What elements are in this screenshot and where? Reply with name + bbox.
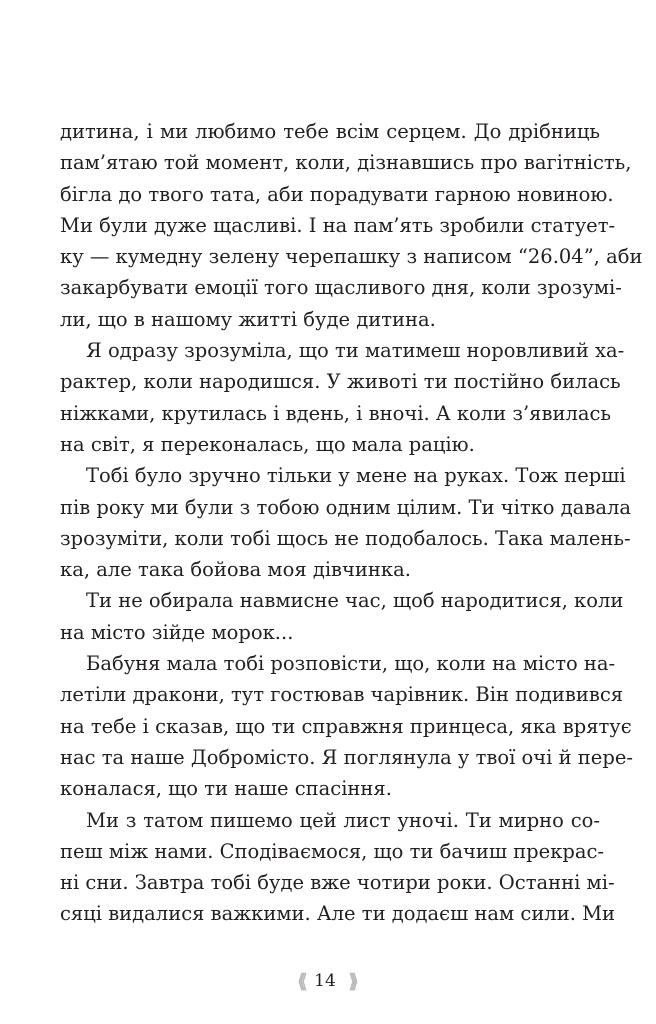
text-line: нас та наше Добромісто. Я поглянула у твої очі й пере- (60, 745, 633, 769)
text-line-paragraph-start: Тобі було зручно тільки у мене на руках. Тож перші (86, 464, 626, 488)
text-line-paragraph-end: на місто зійде морок... (60, 620, 294, 644)
text-line: летіли дракони, тут гостював чарівник. Він подивився (60, 683, 624, 707)
text-line: закарбувати емоції того щасливого дня, коли зрозумі- (60, 276, 622, 300)
text-line: сяці видалися важкими. Але ти додаєш нам сили. Ми (60, 902, 616, 926)
text-line-paragraph-start: Ти не обирала навмисне час, щоб народитися, коли (86, 589, 624, 613)
text-line: пів року ми були з тобою одним цілим. Ти чітко давала (60, 495, 631, 519)
left-chevrons-ornament-icon: ⟨⟨⟨ (296, 969, 303, 993)
text-line: пеш між нами. Сподіваємося, що ти бачиш прекрас- (60, 839, 605, 863)
text-line: бігла до твого тата, аби порадувати гарною новиною. (60, 182, 614, 206)
text-line: рактер, коли народишся. У животі ти постійно билась (60, 370, 621, 394)
text-line: зрозуміти, коли тобі щось не подобалось. Така малень- (60, 526, 631, 550)
text-line: на тебе і сказав, що ти справжня принцеса, яка врятує (60, 714, 632, 738)
text-line-paragraph-start: Бабуня мала тобі розповісти, що, коли на місто на- (86, 652, 616, 676)
text-line: ку — кумедну зелену черепашку з написом “26.04”, аби (60, 245, 643, 269)
text-line: пам’ятаю той момент, коли, дізнавшись про вагітність, (60, 151, 632, 175)
right-chevrons-ornament-icon: ⟩⟩⟩ (347, 969, 354, 993)
text-line: Ми були дуже щасливі. І на пам’ять зробили статует- (60, 213, 616, 237)
body-text (60, 116, 643, 930)
text-line: ніжками, крутилась і вдень, і вночі. А коли з’явилась (60, 401, 612, 425)
text-line-paragraph-end: ка, але така бойова моя дівчинка. (60, 558, 411, 582)
text-line-paragraph-end: ли, що в нашому житті буде дитина. (60, 307, 436, 331)
text-line-paragraph-end: на світ, я переконалась, що мала рацію. (60, 432, 475, 456)
page-footer (0, 966, 656, 996)
text-line-paragraph-start: Я одразу зрозуміла, що ти матимеш норовливий ха- (86, 339, 625, 363)
text-line: дитина, і ми любимо тебе всім серцем. До дрібниць (60, 120, 600, 143)
text-line-paragraph-end: коналася, що ти наше спасіння. (60, 777, 392, 801)
text-line-paragraph-start: Ми з татом пишемо цей лист уночі. Ти мирно со- (86, 808, 600, 832)
text-line: ні сни. Завтра тобі буде вже чотири роки. Останні мі- (60, 871, 615, 895)
page-number: 14 (314, 971, 336, 991)
